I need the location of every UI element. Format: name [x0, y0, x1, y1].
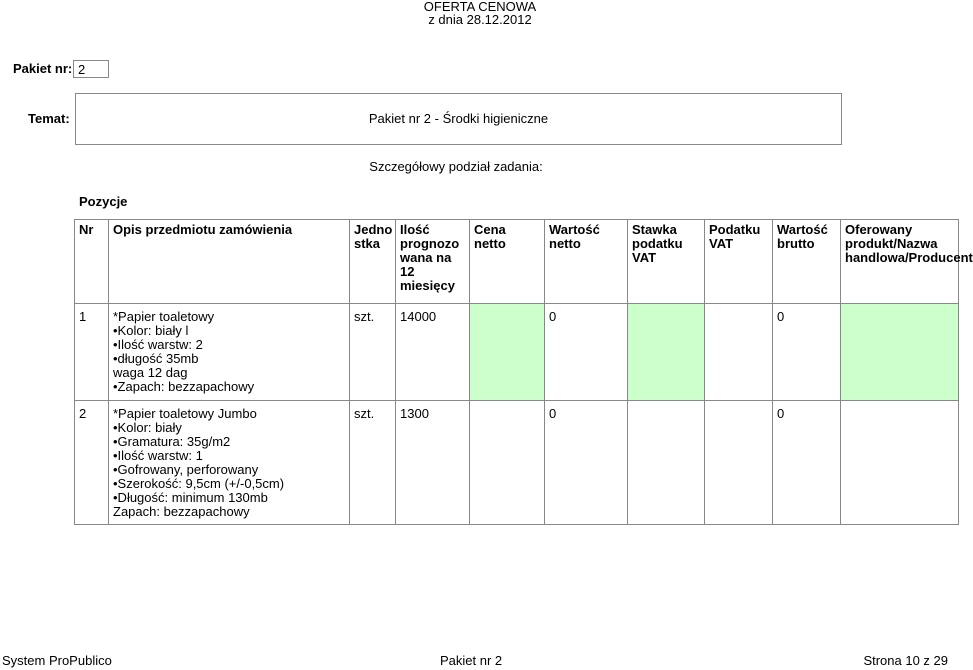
- row-quantity: 1300: [396, 401, 470, 525]
- description-line: waga 12 dag: [113, 365, 188, 380]
- description-line: •Kolor: biały l: [113, 323, 189, 338]
- description-line: *Papier toaletowy Jumbo: [113, 406, 257, 421]
- row-net-value: 0: [545, 304, 628, 401]
- row-net-price-input[interactable]: [470, 401, 545, 525]
- row-vat-rate-input[interactable]: [628, 401, 705, 525]
- topic-field: Pakiet nr 2 - Środki higieniczne: [75, 93, 842, 145]
- section-subtitle: Szczegółowy podział zadania:: [369, 159, 543, 174]
- row-offered-product-input[interactable]: [841, 401, 959, 525]
- header-wartosc-brutto: Wartość brutto: [773, 220, 841, 304]
- document-title: OFERTA CENOWA: [423, 0, 537, 14]
- row-nr: 2: [75, 401, 109, 525]
- header-cena-netto: Cena netto: [470, 220, 545, 304]
- row-offered-product-input[interactable]: [841, 304, 959, 401]
- description-line: •Ilość warstw: 2: [113, 337, 203, 352]
- row-quantity: 14000: [396, 304, 470, 401]
- header-ilosc: Ilość prognozo wana na 12 miesięcy: [396, 220, 470, 304]
- row-gross-value: 0: [773, 304, 841, 401]
- row-gross-value: 0: [773, 401, 841, 525]
- description-line: *Papier toaletowy: [113, 309, 215, 324]
- header-oferowany: Oferowany produkt/Nazwa handlowa/Producent: [841, 220, 959, 304]
- header-nr: Nr: [75, 220, 109, 304]
- positions-label: Pozycje: [79, 194, 128, 209]
- description-line: •Zapach: bezzapachowy: [113, 379, 255, 394]
- row-unit: szt.: [350, 304, 396, 401]
- row-vat-amount: [705, 401, 773, 525]
- positions-table: [74, 219, 973, 525]
- document-date: z dnia 28.12.2012: [428, 12, 532, 27]
- description-line: •Kolor: biały: [113, 420, 182, 435]
- row-description: [109, 401, 350, 525]
- table-header-row: [75, 220, 959, 304]
- row-net-price-input[interactable]: [470, 304, 545, 401]
- header-jednostka: Jedno stka: [350, 220, 396, 304]
- row-vat-amount: [705, 304, 773, 401]
- description-line: •Długość: minimum 130mb: [113, 490, 268, 505]
- footer-system: System ProPublico: [2, 653, 112, 668]
- description-line: •długość 35mb: [113, 351, 199, 366]
- package-label: Pakiet nr:: [13, 61, 73, 76]
- header-opis: Opis przedmiotu zamówienia: [109, 220, 350, 304]
- package-number-field: 2: [73, 60, 109, 78]
- description-line: •Gramatura: 35g/m2: [113, 434, 231, 449]
- row-vat-rate-input[interactable]: [628, 304, 705, 401]
- row-description: [109, 304, 350, 401]
- topic-label: Temat:: [28, 111, 70, 126]
- description-line: •Gofrowany, perforowany: [113, 462, 259, 477]
- description-line: •Szerokość: 9,5cm (+/-0,5cm): [113, 476, 285, 491]
- header-podatku: Podatku VAT: [705, 220, 773, 304]
- header-wartosc-netto: Wartość netto: [545, 220, 628, 304]
- header-stawka: Stawka podatku VAT: [628, 220, 705, 304]
- table-row: [75, 304, 959, 401]
- footer-package: Pakiet nr 2: [440, 653, 503, 668]
- table-row: [75, 401, 959, 525]
- footer-page-number: Strona 10 z 29: [863, 653, 948, 668]
- row-net-value: 0: [545, 401, 628, 525]
- description-line: •Ilość warstw: 1: [113, 448, 203, 463]
- row-unit: szt.: [350, 401, 396, 525]
- description-line: Zapach: bezzapachowy: [113, 504, 250, 519]
- row-nr: 1: [75, 304, 109, 401]
